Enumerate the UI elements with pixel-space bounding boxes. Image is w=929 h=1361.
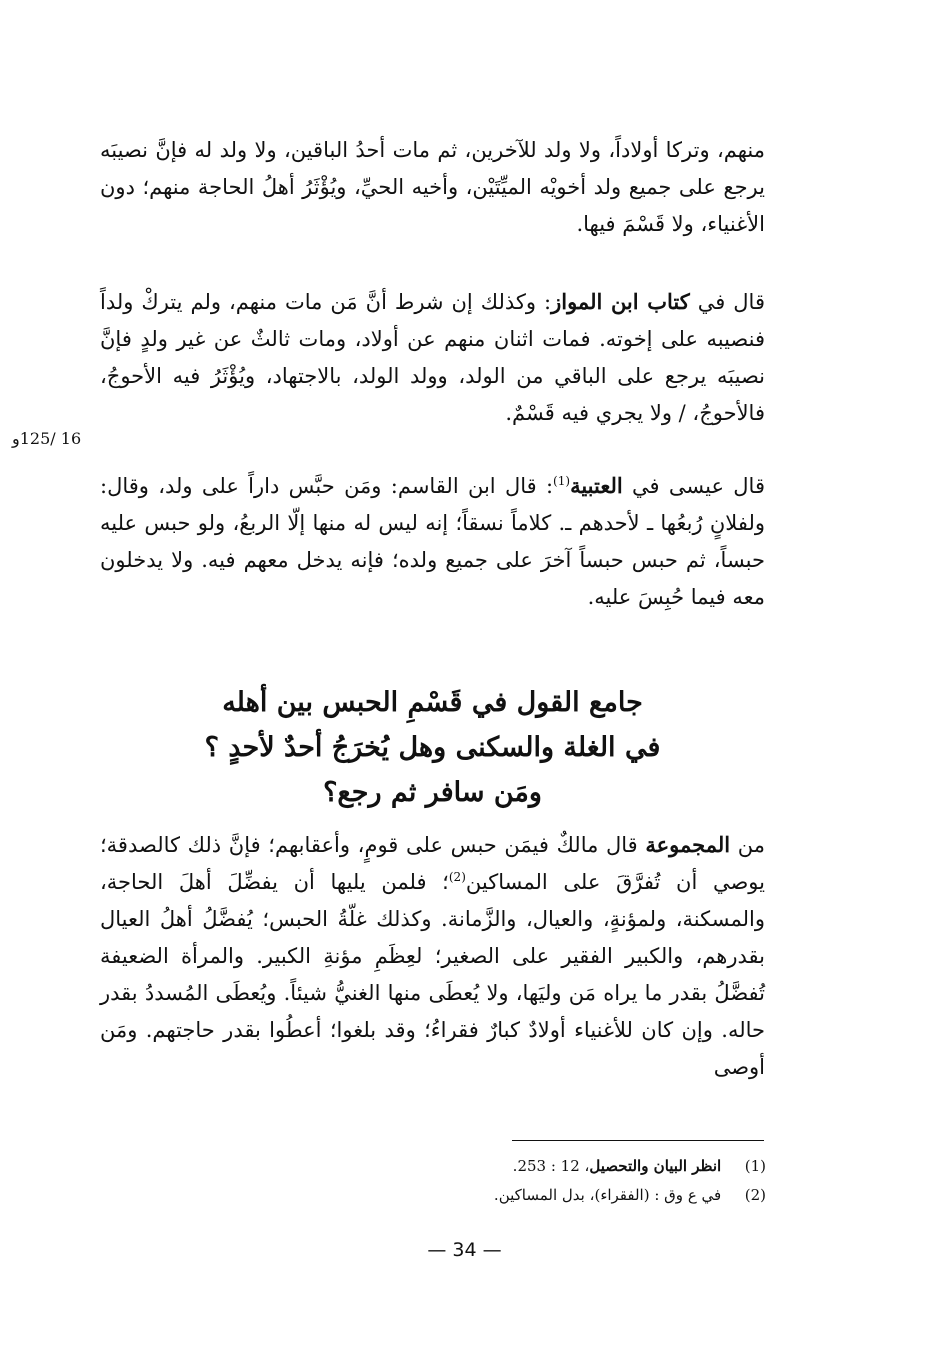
heading-line-2: في الغلة والسكنى وهل يُخرَجُ أحدٌ لأحدٍ ؟ [204,732,661,763]
footnote-separator [512,1140,764,1141]
footnote-marker[interactable]: (2) [448,870,466,884]
page-number: — 34 — [427,1239,502,1261]
footnote-marker[interactable]: (1) [553,474,571,488]
paragraph-al-majmua [100,826,765,1086]
footnote-1 [206,1155,766,1177]
book-title: كتاب ابن المواز [551,289,690,314]
footnote-source-title: انظر البيان والتحصيل [589,1157,722,1175]
paragraph-text: منهم، وتركا أولاداً، ولا ولد للآخرين، ثم مات أحدُ الباقين، ولا ولد له فإنَّ نصيبَه يرجع على جميع ولد أخويْه الميِّتَيْن، وأخيه الحيِّ، ويُؤْثَرُ أهلُ الحاجة منهم؛ دون الأغنياء، ولا قَسْمَ فيها. [100,138,765,236]
paragraph-text-pre: من [730,833,765,857]
manuscript-folio-reference: 16 /125و [12,429,82,448]
paragraph-text-post: : وكذلك إن شرط أنَّ مَن مات منهم، ولم يتركْ ولداً فنصيبه على إخوته. فمات اثنان منهم عن أولاد، ومات ثالثٌ عن غير ولدٍ فإنَّ نصيبَه يرجع على الباقي من الولد، وولد الولد، بالاجتهاد، ويُؤْثَرُ فيه الأحوجُ، فالأحوجُ، / ولا يجري فيه قَسْمٌ. [100,290,765,425]
footnote-2 [206,1184,766,1206]
paragraph-al-utbiyya [100,467,765,616]
footnote-text: ، 12 : 253. [512,1157,590,1175]
paragraph-continued [100,132,765,243]
footnote-text: في ع وق : (الفقراء)، بدل المساكين. [493,1186,722,1204]
section-heading [100,680,765,815]
book-title: المجموعة [645,832,731,857]
paragraph-text-post: ؛ فلمن يليها أن يفضِّلَ أهلَ الحاجة، والمسكنة، ولمؤنةٍ، والعيال، والزَّمانة. وكذلك غلّةُ الحبس؛ يُفضَّلُ أهلُ العيال بقدرهم، والكبير الفقير على الصغير؛ لعِظَمِ مؤنةِ الكبير. والمرأة الضعيفة تُفضَّلُ بقدر ما يراه مَن وليَها، ولا يُعطَى منها الغنيُّ شيئاً. ويُعطَى المُسددُ بقدر حاله. وإن كان للأغنياء أولادٌ كبارٌ فقراءُ؛ وقد بلغوا؛ أعطُوا بقدر حاجتهم. ومَن أوصى [100,870,765,1079]
paragraph-text-post: : قال ابن القاسم: ومَن حبَّس داراً على ولد، وقال: ولفلانٍ رُبعُها ـ لأحدهم ـ. كلاماً نسقاً؛ إنه ليس له منها إلّا الربعُ، ولو حبس عليه حبساً، ثم حبس حبساً آخرَ على جميع ولده؛ فإنه يدخل معهم فيه. ولا يدخلون معه فيما حُبِسَ عليه. [100,474,765,609]
paragraph-text-pre: قال في [689,290,765,314]
paragraph-text-pre: قال عيسى في [622,474,765,498]
footnote-number: (1) [744,1157,766,1175]
paragraph-text-mid: قال مالكٌ فيمَن حبس على قومٍ، وأعقابهم؛ فإنَّ ذلك كالصدقة؛ يوصي أن تُفرَّقَ على المساكين [100,833,765,894]
heading-line-3: ومَن سافر ثم رجع؟ [323,777,542,808]
book-title: العتبية [570,473,623,498]
heading-line-1: جامع القول في قَسْمِ الحبس بين أهله [222,687,643,718]
footnote-number: (2) [744,1186,766,1204]
paragraph-ibn-al-mawwaz [100,283,765,432]
